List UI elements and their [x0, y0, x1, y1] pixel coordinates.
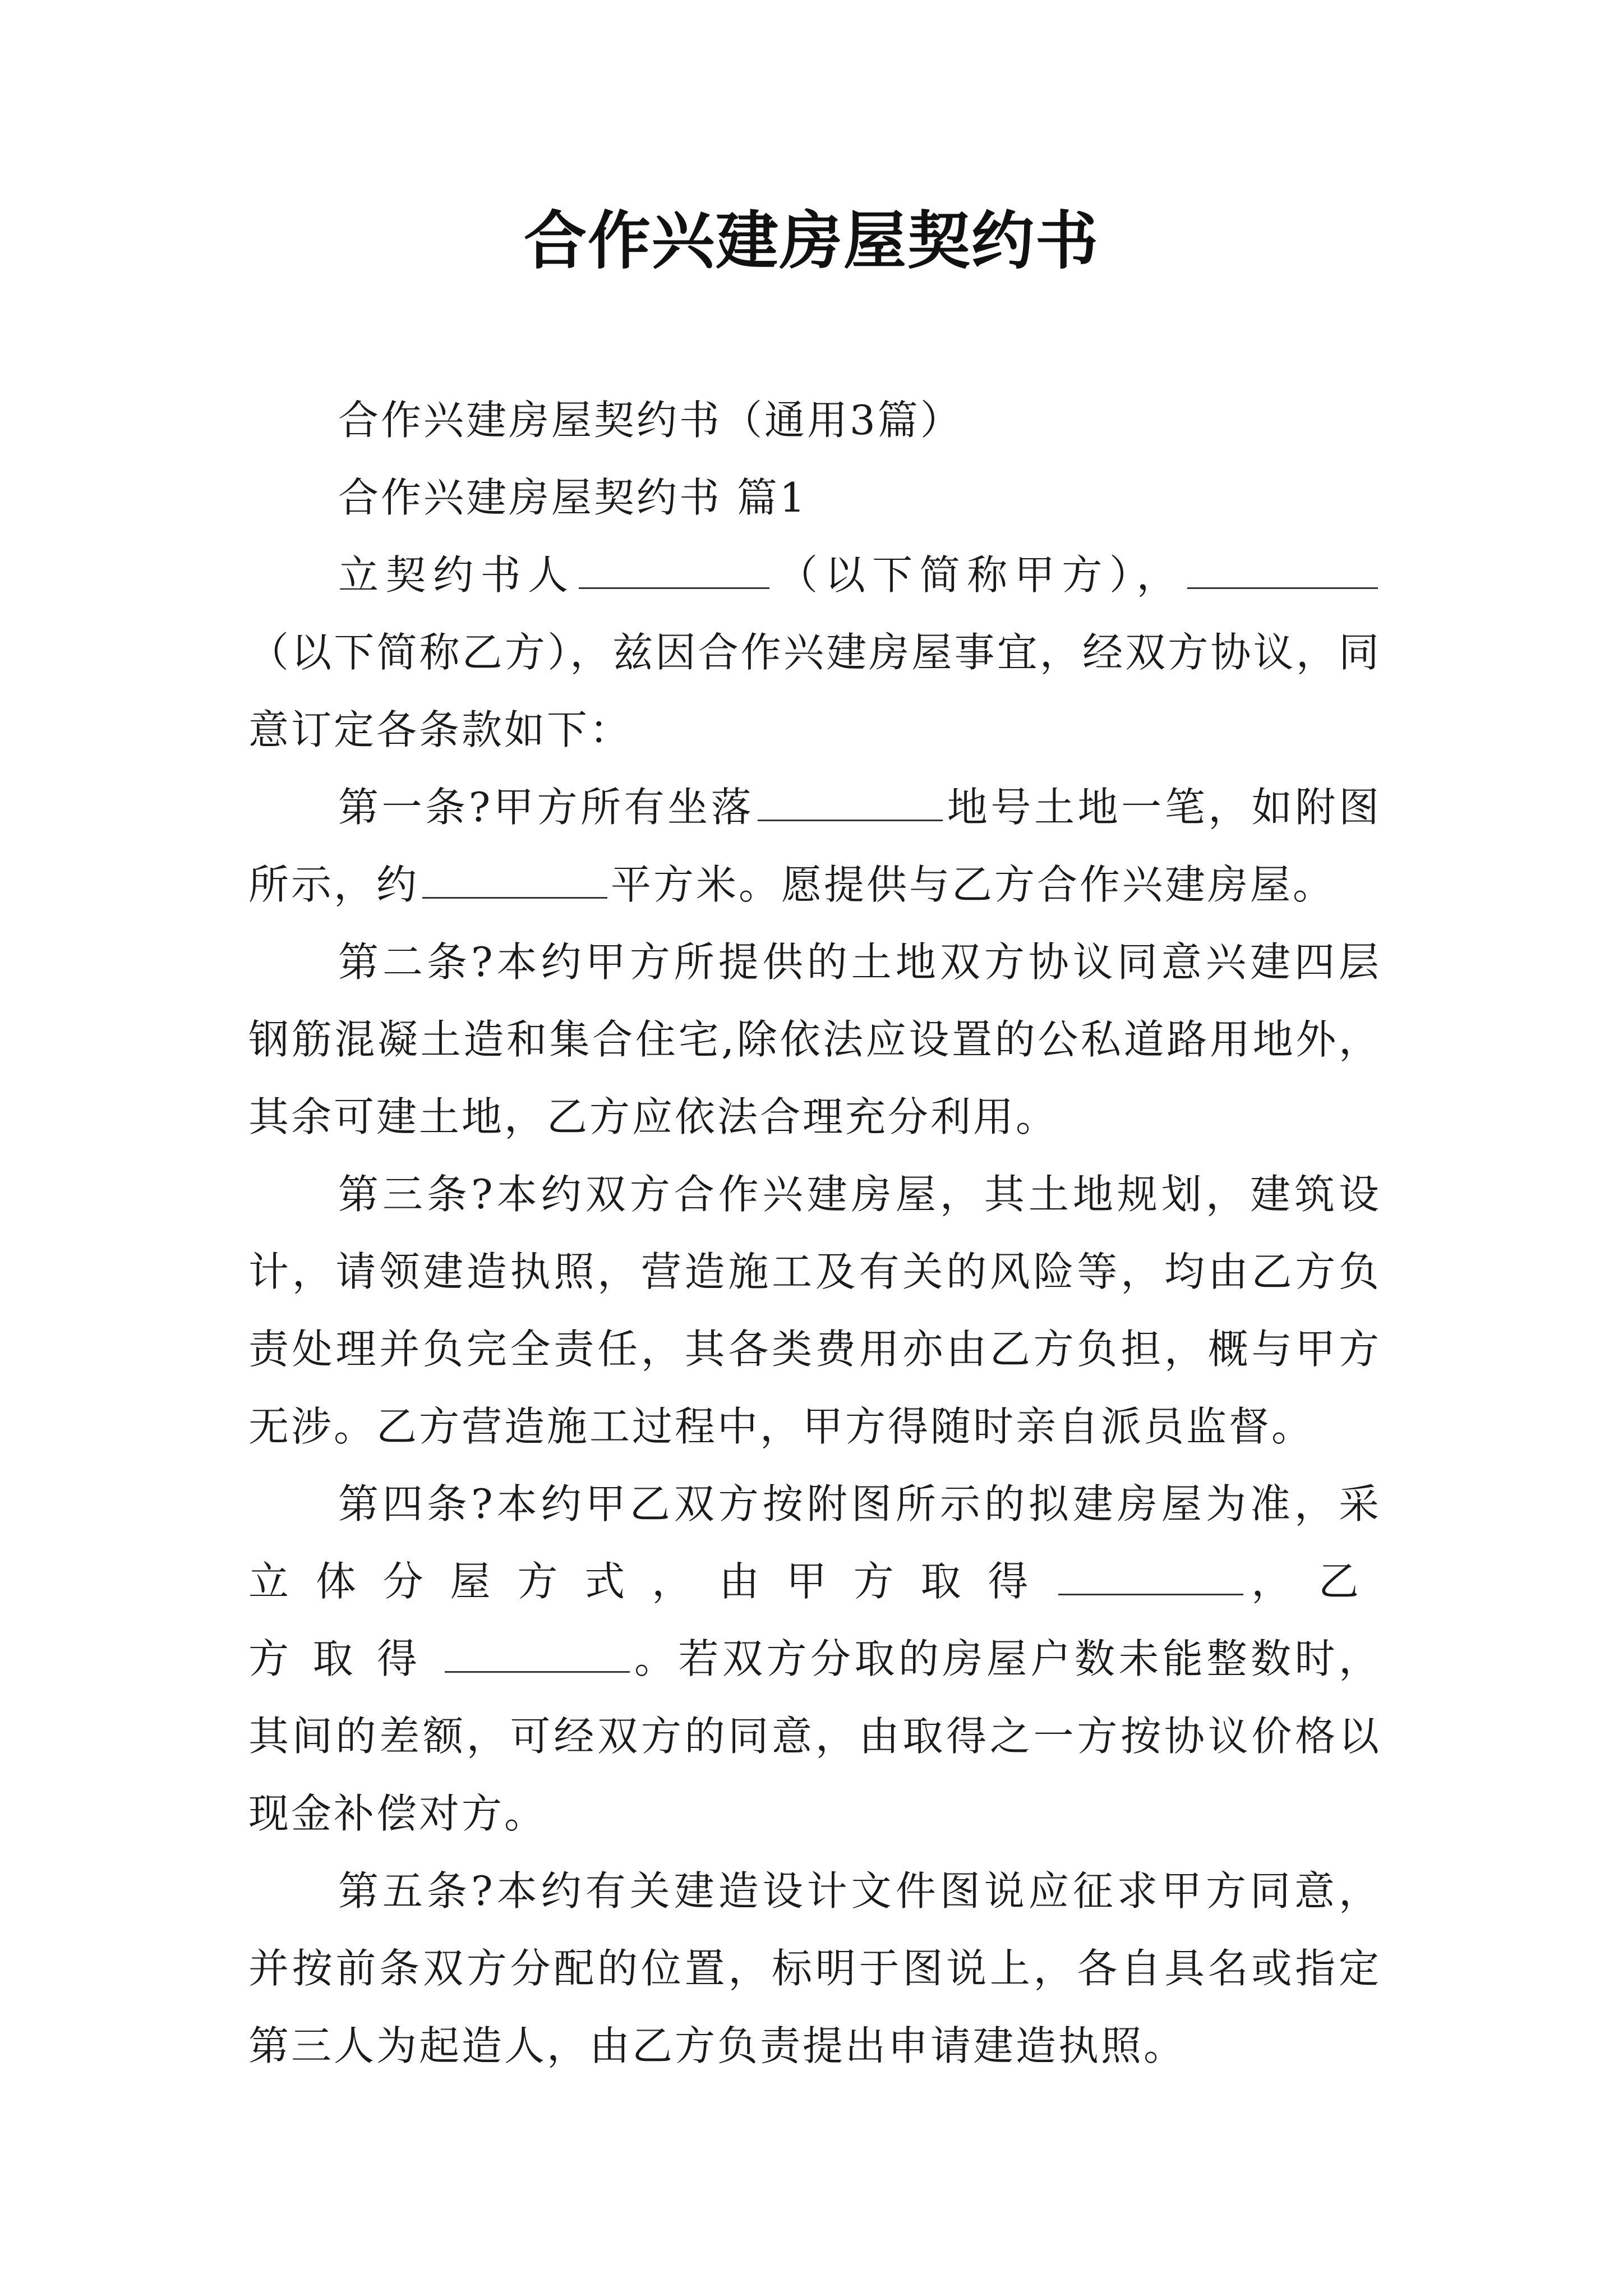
text-segment: 地号土地一笔，如附图所示，约	[248, 784, 1381, 908]
article-2: 第二条?本约甲方所提供的土地双方协议同意兴建四层钢筋混凝土造和集合住宅,除依法应设置的公私道路用地外，其余可建土地，乙方应依法合理充分利用。	[248, 938, 1381, 1140]
text-segment: 第四条?本约甲乙双方按附图所示的拟建房屋为准，采	[338, 1480, 1381, 1527]
text-segment: 平方米。愿提供与乙方合作兴建房屋。	[611, 861, 1336, 908]
text-segment: （以下简称乙方），兹因合作兴建房屋事宜，经双方协议，同意订定各条款如下：	[248, 629, 1381, 753]
blank-line-party-b	[1187, 550, 1378, 589]
blank-line-party-a-share	[1058, 1557, 1243, 1595]
article-4	[248, 1465, 1381, 1852]
document-title: 合作兴建房屋契约书	[524, 205, 1099, 278]
text-segment: 第一条?甲方所有坐落	[338, 784, 755, 831]
blank-line-party-a	[579, 550, 769, 589]
blank-line-party-b-share	[445, 1634, 630, 1673]
section-heading: 合作兴建房屋契约书 篇1	[338, 474, 808, 521]
subtitle-paragraph: 合作兴建房屋契约书（通用3篇）	[338, 397, 963, 444]
article-5: 第五条?本约有关建造设计文件图说应征求甲方同意，并按前条双方分配的位置，标明于图说上，各自具名或指定第三人为起造人，由乙方负责提出申请建造执照。	[248, 1867, 1381, 2069]
text-segment: ，乙方取得	[248, 1558, 1381, 1682]
article-1	[248, 769, 1381, 923]
text-segment: 立契约书人	[338, 551, 575, 599]
text-segment: 。若双方分取的房屋户数未能整数时，其间的差额，可经双方的同意，由取得之一方按协议价格以现金补偿对方。	[248, 1635, 1381, 1837]
article-3: 第三条?本约双方合作兴建房屋，其土地规划，建筑设计，请领建造执照，营造施工及有关的风险等，均由乙方负责处理并负完全责任，其各类费用亦由乙方负担，概与甲方无涉。乙方营造施工过程中，甲方得随时亲自派员监督。	[248, 1171, 1381, 1450]
paragraph-parties	[248, 536, 1381, 769]
text-segment: （以下简称甲方），	[772, 551, 1184, 599]
text-segment: 立体分屋方式，由甲方取得	[248, 1558, 1055, 1605]
blank-line-location	[758, 783, 943, 821]
document-body	[248, 381, 1381, 2085]
blank-line-area	[422, 860, 607, 899]
